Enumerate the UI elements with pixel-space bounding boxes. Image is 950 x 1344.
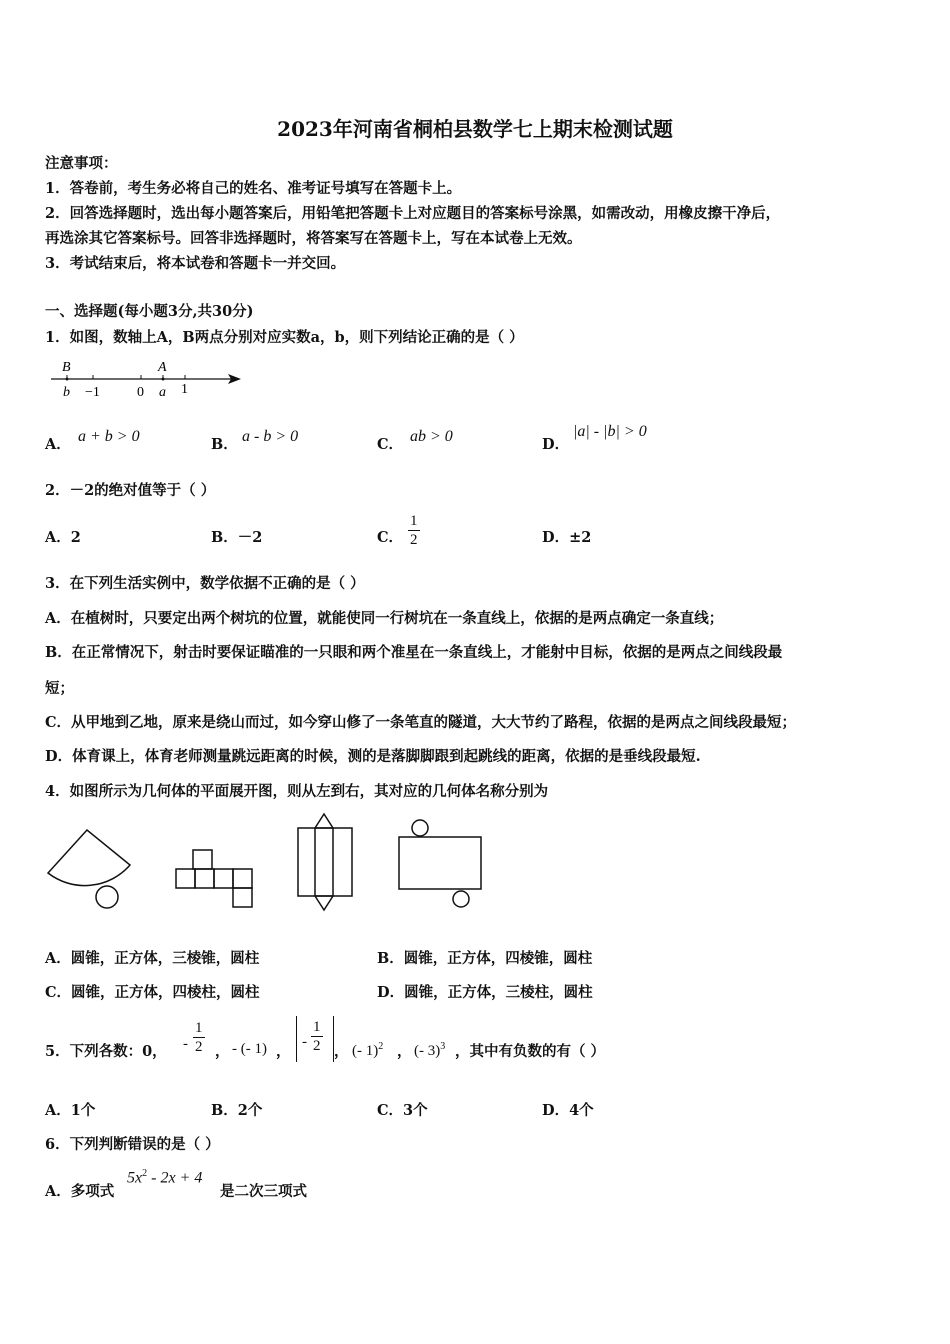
option: B．－2 [211,529,263,546]
number-expression: (- 3)$^3$ [414,1041,446,1059]
polynomial-expression: $5x^2 - 2x + 4$ [127,1168,203,1187]
option: B．在正常情况下，射击时要保证瞄准的一只眼和两个准星在一条直线上，才能射中目标，依据的是两点之间线段最 [45,644,783,661]
option: A．在植树时，只要定出两个树坑的位置，就能使同一行树坑在一条直线上，依据的是两点确定一条直线； [45,610,724,627]
question-6-stem: 6．下列判断错误的是（ ） [45,1136,220,1153]
option-label: B． [211,436,238,453]
notice-item: 再选涂其它答案标号。回答非选择题时，将答案写在答题卡上，写在本试卷上无效。 [45,230,582,247]
option: D．体育课上，体育老师测量跳远距离的时候，测的是落脚脚跟到起跳线的距离，依据的是垂线段最短. [45,748,701,765]
option: D．圆锥，正方体，三棱柱，圆柱 [377,984,593,1001]
a-label: a [159,385,166,400]
option: C．圆锥，正方体，四棱柱，圆柱 [45,984,260,1001]
option: A．1个 [45,1102,96,1119]
tick-label: 1 [181,382,188,397]
option: D．±2 [542,529,592,546]
cube-net-figure [173,848,255,910]
option: C． [377,529,404,546]
option: A．2 [45,529,81,546]
option-text: 是二次三项式 [220,1183,307,1200]
question-2-stem: 2．－2的绝对值等于（ ） [45,482,216,499]
question-5-stem-end: ，其中有负数的有（ ） [455,1043,606,1060]
option: D．4个 [542,1102,594,1119]
option-label: C． [377,436,404,453]
comma: ， [215,1043,230,1060]
question-1-stem: 1．如图，数轴上A，B两点分别对应实数a，b，则下列结论正确的是（ ） [45,329,524,346]
number-expression: - (- 1) [232,1041,267,1057]
comma: ， [397,1043,412,1060]
option: A．圆锥，正方体，三棱锥，圆柱 [45,950,260,967]
question-3-stem: 3．在下列生活实例中，数学依据不正确的是（ ） [45,575,365,592]
question-4-stem: 4．如图所示为几何体的平面展开图，则从左到右，其对应的几何体名称分别为 [45,783,549,800]
option-label: D． [542,436,570,453]
point-A-label: A [158,360,167,375]
fraction-one-half: $\frac{1}{2}$ [410,513,418,548]
notice-item: 2．回答选择题时，选出每小题答案后，用铅笔把答题卡上对应题目的答案标号涂黑，如需改动，用橡皮擦干净后， [45,205,781,222]
number-line-figure [45,355,245,400]
option: B．圆锥，正方体，四棱锥，圆柱 [377,950,593,967]
option: C．3个 [377,1102,428,1119]
cylinder-net-figure [395,818,485,913]
notice-item: 1．答卷前，考生务必将自己的姓名、准考证号填写在答题卡上。 [45,180,462,197]
option-expression: a + b > 0 [78,428,140,445]
option-expression: a - b > 0 [242,428,299,445]
comma: ， [334,1043,349,1060]
option: B．2个 [211,1102,263,1119]
option-expression: ab > 0 [410,428,453,445]
prism-net-figure [295,810,355,915]
question-5-stem-start: 5．下列各数：0， [45,1043,167,1060]
section-heading: 一、选择题(每小题3分,共30分) [45,303,254,320]
option-expression: |a| - |b| > 0 [573,423,647,440]
page-title: 2023年河南省桐柏县数学七上期末检测试题 [277,117,673,141]
fraction-one-half: $\frac{1}{2}$ [195,1020,203,1055]
option: C．从甲地到乙地，原来是绕山而过，如今穿山修了一条笔直的隧道，大大节约了路程，依据的是两点之间线段最短； [45,714,797,731]
minus-sign: - [183,1036,188,1052]
option-label: A． [45,436,71,453]
notice-heading: 注意事项： [45,155,118,172]
absolute-value-bars: - $\frac{1}{2}$ [296,1016,334,1062]
b-label: b [63,385,70,400]
comma: ， [276,1043,291,1060]
tick-label: 0 [137,385,144,400]
option-label: A．多项式 [45,1183,115,1200]
notice-item: 3．考试结束后，将本试卷和答题卡一并交回。 [45,255,346,272]
number-expression: (- 1)$^2$ [352,1041,384,1059]
point-B-label: B [62,360,71,375]
tick-label: −1 [85,385,100,400]
cone-net-figure [45,825,135,915]
option-continued: 短； [45,680,74,697]
minus-sign: - [302,1034,307,1050]
